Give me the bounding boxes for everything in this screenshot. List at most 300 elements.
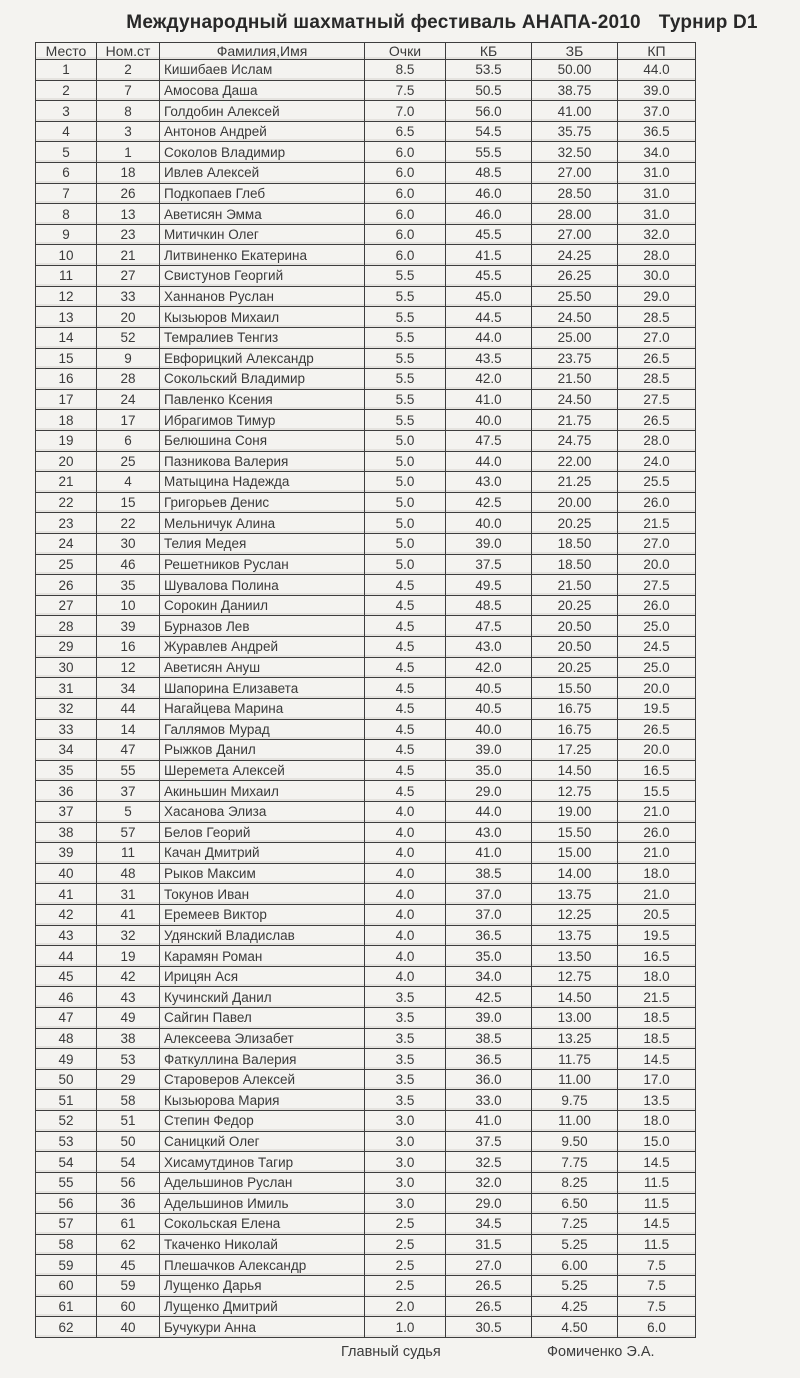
table-cell: Сайгин Павел (160, 1008, 365, 1029)
table-cell: 21 (97, 245, 160, 266)
table-cell: 23 (36, 513, 97, 534)
column-header-3: Очки (365, 43, 446, 60)
table-row (36, 1275, 696, 1296)
table-cell: 6 (36, 163, 97, 184)
table-cell: 55 (97, 760, 160, 781)
table-cell: 3.0 (365, 1172, 446, 1193)
table-cell: 4.0 (365, 863, 446, 884)
table-cell: 20.0 (618, 678, 696, 699)
table-cell: 32.50 (532, 142, 618, 163)
table-cell: 15 (36, 348, 97, 369)
column-header-2: Фамилия,Имя (160, 43, 365, 60)
table-cell: 18 (36, 410, 97, 431)
table-cell: 37.0 (446, 884, 532, 905)
table-row (36, 1111, 696, 1132)
table-cell: 7 (36, 183, 97, 204)
table-cell: 28 (97, 369, 160, 390)
table-row (36, 348, 696, 369)
table-row (36, 430, 696, 451)
table-cell: 47 (97, 740, 160, 761)
table-cell: 11 (36, 266, 97, 287)
table-cell: 15.00 (532, 843, 618, 864)
table-cell: Ирицян Ася (160, 966, 365, 987)
table-cell: 16.75 (532, 698, 618, 719)
column-header-6: КП (618, 43, 696, 60)
table-cell: 31.5 (446, 1234, 532, 1255)
table-row (36, 60, 696, 81)
table-cell: 5.0 (365, 534, 446, 555)
table-cell: 4.5 (365, 781, 446, 802)
table-cell: 48 (97, 863, 160, 884)
table-cell: 26.5 (446, 1296, 532, 1317)
table-cell: 34 (97, 678, 160, 699)
table-cell: Ткаченко Николай (160, 1234, 365, 1255)
table-cell: 42.0 (446, 369, 532, 390)
table-cell: Степин Федор (160, 1111, 365, 1132)
table-cell: 53 (97, 1049, 160, 1070)
table-cell: Адельшинов Имиль (160, 1193, 365, 1214)
table-cell: 12.25 (532, 904, 618, 925)
table-cell: 20.25 (532, 513, 618, 534)
table-cell: 4.0 (365, 801, 446, 822)
table-cell: 12.75 (532, 966, 618, 987)
table-cell: 21.0 (618, 843, 696, 864)
table-cell: 5.5 (365, 266, 446, 287)
table-cell: Староверов Алексей (160, 1069, 365, 1090)
table-cell: 62 (97, 1234, 160, 1255)
table-cell: 13.50 (532, 946, 618, 967)
table-cell: 31.0 (618, 163, 696, 184)
table-cell: 59 (97, 1275, 160, 1296)
table-cell: Карамян Роман (160, 946, 365, 967)
table-cell: 43.0 (446, 637, 532, 658)
table-cell: 18.5 (618, 1028, 696, 1049)
table-cell: 39 (97, 616, 160, 637)
table-row (36, 1069, 696, 1090)
table-cell: 20.0 (618, 740, 696, 761)
table-cell: 29.0 (446, 1193, 532, 1214)
table-cell: 9.50 (532, 1131, 618, 1152)
table-cell: 6.0 (365, 142, 446, 163)
table-cell: 40 (36, 863, 97, 884)
table-cell: 41.0 (446, 389, 532, 410)
table-cell: 14.5 (618, 1214, 696, 1235)
table-cell: 2.5 (365, 1255, 446, 1276)
table-cell: 53.5 (446, 60, 532, 81)
table-cell: 5.0 (365, 472, 446, 493)
table-cell: 18.0 (618, 1111, 696, 1132)
table-cell: 29 (97, 1069, 160, 1090)
table-cell: Лущенко Дмитрий (160, 1296, 365, 1317)
table-cell: Решетников Руслан (160, 554, 365, 575)
table-cell: 47.5 (446, 616, 532, 637)
table-cell: 35 (36, 760, 97, 781)
table-cell: 6.0 (365, 204, 446, 225)
table-cell: 54 (36, 1152, 97, 1173)
table-cell: 26 (97, 183, 160, 204)
table-cell: 30 (36, 657, 97, 678)
column-header-1: Ном.ст (97, 43, 160, 60)
table-cell: 34.0 (446, 966, 532, 987)
table-cell: 42.5 (446, 987, 532, 1008)
table-row (36, 472, 696, 493)
table-cell: 52 (36, 1111, 97, 1132)
table-cell: 50.00 (532, 60, 618, 81)
table-row (36, 224, 696, 245)
results-table (35, 42, 696, 1338)
table-cell: 10 (36, 245, 97, 266)
page-title-main: Международный шахматный фестиваль АНАПА-2010 (126, 12, 641, 33)
table-row (36, 1255, 696, 1276)
table-cell: 5.5 (365, 410, 446, 431)
table-cell: 5.5 (365, 369, 446, 390)
table-cell: 14.5 (618, 1049, 696, 1070)
table-cell: 14.50 (532, 760, 618, 781)
table-cell: 4.5 (365, 637, 446, 658)
table-cell: 11 (97, 843, 160, 864)
table-cell: 37 (97, 781, 160, 802)
table-cell: 42.0 (446, 657, 532, 678)
table-row (36, 637, 696, 658)
table-cell: 25.0 (618, 616, 696, 637)
table-cell: 17 (36, 389, 97, 410)
table-cell: 45 (97, 1255, 160, 1276)
table-cell: 8 (97, 101, 160, 122)
table-cell: 27.5 (618, 389, 696, 410)
table-cell: Антонов Андрей (160, 121, 365, 142)
table-cell: 28.0 (618, 245, 696, 266)
table-cell: Хасанова Элиза (160, 801, 365, 822)
table-cell: 45.5 (446, 224, 532, 245)
table-cell: Григорьев Денис (160, 492, 365, 513)
table-row (36, 616, 696, 637)
table-cell: 21.75 (532, 410, 618, 431)
table-cell: 5.5 (365, 348, 446, 369)
table-cell: 47.5 (446, 430, 532, 451)
table-cell: 27 (97, 266, 160, 287)
table-cell: 26.25 (532, 266, 618, 287)
table-cell: 25.00 (532, 327, 618, 348)
table-cell: 21.25 (532, 472, 618, 493)
table-cell: 30 (97, 534, 160, 555)
table-cell: 2 (36, 80, 97, 101)
table-cell: 14.5 (618, 1152, 696, 1173)
table-cell: 49 (36, 1049, 97, 1070)
table-cell: 29.0 (618, 286, 696, 307)
table-cell: 24 (36, 534, 97, 555)
table-cell: 41.00 (532, 101, 618, 122)
table-cell: Кучинский Данил (160, 987, 365, 1008)
table-row (36, 266, 696, 287)
table-cell: 8.25 (532, 1172, 618, 1193)
table-cell: 13.75 (532, 925, 618, 946)
table-cell: Рыков Максим (160, 863, 365, 884)
table-cell: 1 (36, 60, 97, 81)
table-cell: Белюшина Соня (160, 430, 365, 451)
table-row (36, 101, 696, 122)
table-cell: 41 (97, 904, 160, 925)
table-cell: 50.5 (446, 80, 532, 101)
table-cell: 27 (36, 595, 97, 616)
table-row (36, 513, 696, 534)
table-cell: 31.0 (618, 183, 696, 204)
table-cell: Евфорицкий Александр (160, 348, 365, 369)
table-cell: 24.75 (532, 430, 618, 451)
table-cell: 35.0 (446, 760, 532, 781)
table-cell: 37 (36, 801, 97, 822)
table-cell: Сорокин Даниил (160, 595, 365, 616)
table-cell: 5.25 (532, 1275, 618, 1296)
table-cell: 41 (36, 884, 97, 905)
table-cell: 29 (36, 637, 97, 658)
table-cell: 4.0 (365, 843, 446, 864)
table-cell: 44.0 (618, 60, 696, 81)
table-cell: 26.5 (618, 719, 696, 740)
table-cell: 3.0 (365, 1111, 446, 1132)
table-row (36, 843, 696, 864)
table-cell: 6.00 (532, 1255, 618, 1276)
table-cell: 7.5 (365, 80, 446, 101)
table-cell: 35.0 (446, 946, 532, 967)
table-cell: 38 (36, 822, 97, 843)
table-cell: 50 (97, 1131, 160, 1152)
table-cell: 16 (36, 369, 97, 390)
table-cell: 40.0 (446, 513, 532, 534)
table-cell: 20.5 (618, 904, 696, 925)
table-cell: 4.0 (365, 822, 446, 843)
table-cell: 21.5 (618, 987, 696, 1008)
table-cell: Рыжков Данил (160, 740, 365, 761)
table-cell: 2.5 (365, 1214, 446, 1235)
table-cell: Сокольский Владимир (160, 369, 365, 390)
table-cell: 24.50 (532, 307, 618, 328)
table-cell: 4.5 (365, 698, 446, 719)
table-row (36, 884, 696, 905)
table-cell: 47 (36, 1008, 97, 1029)
table-cell: 37.0 (446, 904, 532, 925)
table-cell: Подкопаев Глеб (160, 183, 365, 204)
table-cell: 9.75 (532, 1090, 618, 1111)
table-row (36, 307, 696, 328)
table-cell: 30.0 (618, 266, 696, 287)
table-cell: 8.5 (365, 60, 446, 81)
table-cell: 25 (97, 451, 160, 472)
table-cell: Лущенко Дарья (160, 1275, 365, 1296)
table-cell: Кызьюрова Мария (160, 1090, 365, 1111)
table-cell: 11.00 (532, 1069, 618, 1090)
table-cell: 5.0 (365, 554, 446, 575)
table-cell: 7.5 (618, 1296, 696, 1317)
table-cell: Шувалова Полина (160, 575, 365, 596)
table-cell: 6.0 (618, 1317, 696, 1338)
table-cell: 2.5 (365, 1275, 446, 1296)
column-header-4: КБ (446, 43, 532, 60)
table-cell: 20.50 (532, 637, 618, 658)
table-cell: 40.0 (446, 719, 532, 740)
table-cell: 2 (97, 60, 160, 81)
table-cell: 7.75 (532, 1152, 618, 1173)
table-cell: 23.75 (532, 348, 618, 369)
table-row (36, 1028, 696, 1049)
table-cell: 6.0 (365, 224, 446, 245)
table-row (36, 492, 696, 513)
table-cell: 8 (36, 204, 97, 225)
table-cell: 15.0 (618, 1131, 696, 1152)
table-cell: 36 (97, 1193, 160, 1214)
table-cell: 54.5 (446, 121, 532, 142)
table-cell: 29.0 (446, 781, 532, 802)
table-cell: 44.5 (446, 307, 532, 328)
table-cell: 16.75 (532, 719, 618, 740)
table-cell: Кишибаев Ислам (160, 60, 365, 81)
table-cell: 27.5 (618, 575, 696, 596)
table-row (36, 451, 696, 472)
table-cell: 34 (36, 740, 97, 761)
table-cell: 41.0 (446, 1111, 532, 1132)
table-cell: 39 (36, 843, 97, 864)
table-cell: 24.50 (532, 389, 618, 410)
table-cell: 6.0 (365, 183, 446, 204)
table-cell: 31 (97, 884, 160, 905)
table-cell: 40 (97, 1317, 160, 1338)
table-cell: 48.5 (446, 595, 532, 616)
table-cell: 55 (36, 1172, 97, 1193)
table-cell: 25 (36, 554, 97, 575)
table-cell: 61 (36, 1296, 97, 1317)
table-cell: 49 (97, 1008, 160, 1029)
table-cell: Темралиев Тенгиз (160, 327, 365, 348)
table-cell: 6.50 (532, 1193, 618, 1214)
table-cell: 3.5 (365, 1090, 446, 1111)
table-row (36, 946, 696, 967)
table-cell: 5.0 (365, 451, 446, 472)
table-cell: 20.25 (532, 595, 618, 616)
table-cell: 32.5 (446, 1152, 532, 1173)
table-cell: Соколов Владимир (160, 142, 365, 163)
table-cell: 14.00 (532, 863, 618, 884)
table-cell: 16.5 (618, 946, 696, 967)
table-row (36, 534, 696, 555)
table-cell: 27.0 (446, 1255, 532, 1276)
table-cell: 18 (97, 163, 160, 184)
table-row (36, 121, 696, 142)
table-cell: 42.5 (446, 492, 532, 513)
table-cell: Голдобин Алексей (160, 101, 365, 122)
table-cell: 11.5 (618, 1172, 696, 1193)
table-row (36, 389, 696, 410)
table-cell: Аветисян Ануш (160, 657, 365, 678)
table-cell: 49.5 (446, 575, 532, 596)
table-cell: 7.5 (618, 1275, 696, 1296)
table-row (36, 1090, 696, 1111)
table-cell: 15.50 (532, 678, 618, 699)
table-cell: 5.5 (365, 389, 446, 410)
table-cell: 56 (97, 1172, 160, 1193)
table-cell: 37.5 (446, 554, 532, 575)
table-cell: 35 (97, 575, 160, 596)
table-cell: 4.25 (532, 1296, 618, 1317)
table-cell: 20.25 (532, 657, 618, 678)
table-cell: 20.50 (532, 616, 618, 637)
table-cell: 17.0 (618, 1069, 696, 1090)
table-cell: 27.0 (618, 534, 696, 555)
table-cell: 19.5 (618, 698, 696, 719)
table-cell: 4.5 (365, 740, 446, 761)
chief-arbiter-label: Главный судья (341, 1344, 441, 1360)
table-cell: 46 (97, 554, 160, 575)
table-cell: 37.0 (618, 101, 696, 122)
table-cell: 5.5 (365, 286, 446, 307)
table-row (36, 183, 696, 204)
table-cell: 25.0 (618, 657, 696, 678)
table-cell: Митичкин Олег (160, 224, 365, 245)
table-cell: 41.5 (446, 245, 532, 266)
table-cell: 21 (36, 472, 97, 493)
table-cell: 26.0 (618, 492, 696, 513)
table-cell: 1.0 (365, 1317, 446, 1338)
table-cell: 25.50 (532, 286, 618, 307)
table-cell: Белов Георий (160, 822, 365, 843)
table-cell: 18.50 (532, 534, 618, 555)
table-cell: Шапорина Елизавета (160, 678, 365, 699)
table-cell: 28 (36, 616, 97, 637)
table-cell: 32.0 (618, 224, 696, 245)
table-cell: 44.0 (446, 327, 532, 348)
table-cell: 26.0 (618, 595, 696, 616)
table-cell: 7.5 (618, 1255, 696, 1276)
table-cell: 5.5 (365, 307, 446, 328)
table-cell: 62 (36, 1317, 97, 1338)
table-cell: 3.0 (365, 1131, 446, 1152)
table-row (36, 760, 696, 781)
table-cell: 22 (36, 492, 97, 513)
table-cell: 55.5 (446, 142, 532, 163)
table-cell: Акиньшин Михаил (160, 781, 365, 802)
table-cell: 39.0 (446, 740, 532, 761)
table-cell: 46.0 (446, 204, 532, 225)
table-cell: 3.5 (365, 1008, 446, 1029)
table-cell: Плешачков Александр (160, 1255, 365, 1276)
table-cell: 45.0 (446, 286, 532, 307)
table-cell: 15 (97, 492, 160, 513)
table-cell: 6.0 (365, 245, 446, 266)
table-cell: 32.0 (446, 1172, 532, 1193)
table-cell: 21.50 (532, 369, 618, 390)
table-cell: 5 (36, 142, 97, 163)
table-cell: 26.5 (618, 410, 696, 431)
table-cell: 17.25 (532, 740, 618, 761)
table-cell: 4.50 (532, 1317, 618, 1338)
table-row (36, 719, 696, 740)
column-header-0: Место (36, 43, 97, 60)
table-cell: 48.5 (446, 163, 532, 184)
table-cell: 13.00 (532, 1008, 618, 1029)
table-cell: Шеремета Алексей (160, 760, 365, 781)
table-cell: 57 (97, 822, 160, 843)
table-cell: 3.5 (365, 1069, 446, 1090)
table-cell: Алексеева Элизабет (160, 1028, 365, 1049)
table-cell: 5.0 (365, 492, 446, 513)
table-cell: 34.5 (446, 1214, 532, 1235)
table-cell: 48 (36, 1028, 97, 1049)
table-row (36, 781, 696, 802)
table-cell: Свистунов Георгий (160, 266, 365, 287)
table-row (36, 1049, 696, 1070)
table-cell: 13.75 (532, 884, 618, 905)
table-cell: 27.0 (618, 327, 696, 348)
table-cell: 5.0 (365, 430, 446, 451)
table-cell: 33 (36, 719, 97, 740)
